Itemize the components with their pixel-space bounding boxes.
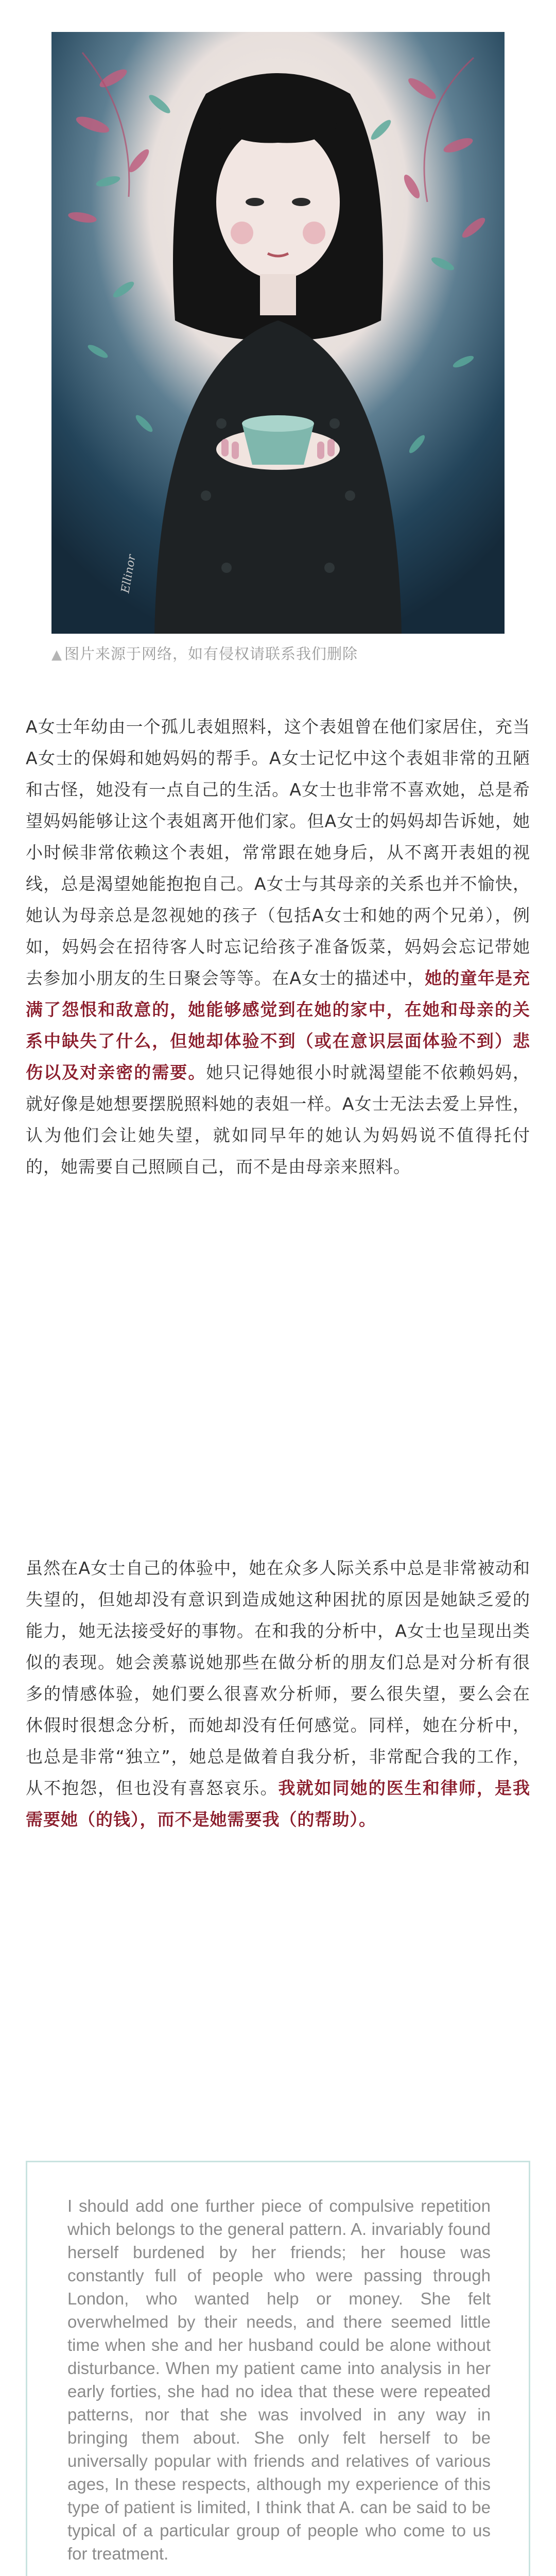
- image-caption: ▲ 图片来源于网络，如有侵权请联系我们删除: [51, 645, 358, 663]
- quote-text: I should add one further piece of compulsive repetition which belongs to the general pattern. A. invariably found herself burdened by her friends; her house was constantly full of people who were passing through London, who wanted help or money. She felt overwhelmed by their needs, and there seemed little time when she and her husband could be alone without disturbance. When my patient came into analysis in her early forties, she had no idea that these were repeated patterns, nor that she was involved in any way in bringing them about. She only felt herself to be universally popular with friends and relatives of various ages, In these respects, although my experience of this type of patient is limited, I think that A. can be said to be typical of a particular group of people who come to us for treatment.: [67, 2196, 491, 2563]
- highlight-text: 我就如同她的医生和律师，是我需要她（的钱），而不是她需要我（的帮助）。: [26, 1778, 531, 1829]
- paragraph-analysis: 虽然在A女士自己的体验中，她在众多人际关系中总是非常被动和失望的，但她却没有意识到造成她这种困扰的原因是她缺乏爱的能力，她无法接受好的事物。在和我的分析中，A女士也呈现出类似的表现。她会羡慕说她那些在做分析的朋友们总是对分析有很多的情感体验，她们要么很喜欢分析师，要么很失望，要么会在休假时很想念分析，而她却没有任何感觉。同样，她在分析中，也总是非常“独立”，她总是做着自我分析，非常配合我的工作，从不抱怨，但也没有喜怒哀乐。我就如同她的医生和律师，是我需要她（的钱），而不是她需要我（的帮助）。: [26, 1558, 531, 1829]
- highlight-text: 她的童年是充满了怨恨和敌意的，她能够感觉到在她的家中，在她和母亲的关系中缺失了什么，但她却体验不到（或在意识层面体验不到）悲伤以及对亲密的需要。: [26, 968, 531, 1082]
- illustration-woman-with-cup: [51, 32, 505, 634]
- paragraph-childhood: A女士年幼由一个孤儿表姐照料，这个表姐曾在他们家居住，充当A女士的保姆和她妈妈的帮手。A女士记忆中这个表姐非常的丑陋和古怪，她没有一点自己的生活。A女士也非常不喜欢她，总是希望妈妈能够让这个表姐离开他们家。但A女士的妈妈却告诉她，她小时候非常依赖这个表姐，常常跟在她身后，从不离开表姐的视线，总是渴望她能抱抱自己。A女士与其母亲的关系也并不愉快，她认为母亲总是忽视她的孩子（包括A女士和她的两个兄弟），例如，妈妈会在招待客人时忘记给孩子准备饭菜，妈妈会忘记带她去参加小朋友的生日聚会等等。在A女士的描述中，她的童年是充满了怨恨和敌意的，她能够感觉到在她的家中，在她和母亲的关系中缺失了什么，但她却体验不到（或在意识层面体验不到）悲伤以及对亲密的需要。她只记得她很小时就渴望能不依赖妈妈，就好像是她想要摆脱照料她的表姐一样。A女士无法去爱上异性，认为他们会让她失望，就如同早年的她认为妈妈说不值得托付的，她需要自己照顾自己，而不是由母亲来照料。: [26, 717, 531, 1177]
- artist-signature: Ellinor: [119, 553, 138, 595]
- triangle-icon: ▲: [51, 647, 62, 663]
- english-quote-box: [26, 2161, 530, 2576]
